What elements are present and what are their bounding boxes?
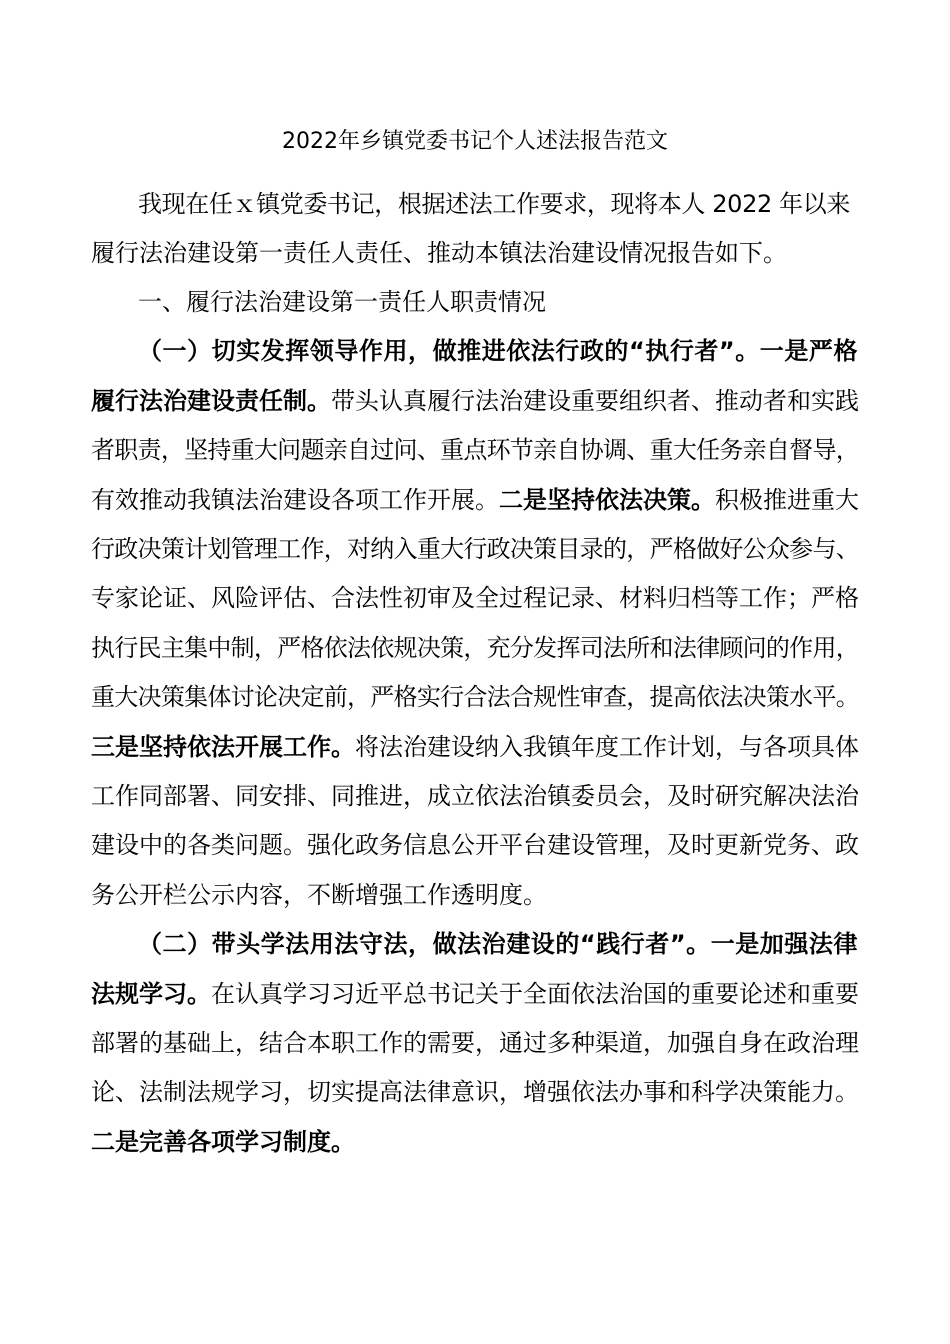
body-line (138, 184, 850, 224)
body-text: 履行法治建设第一责任人责任、推动本镇法治建设情况报告如下。 (91, 239, 787, 267)
body-line (91, 529, 859, 569)
bold-text: （一）切实发挥领导作用，做推进依法行政的“执行者”。一是严格 (138, 337, 858, 365)
body-line (91, 1072, 859, 1112)
body-text: 行政决策计划管理工作，对纳入重大行政决策目录的，严格做好公众参与、 (91, 535, 859, 563)
body-line (91, 430, 859, 470)
body-line (91, 578, 859, 618)
document-title: 2022年乡镇党委书记个人述法报告范文 (282, 129, 668, 154)
body-line (91, 677, 859, 717)
body-line (91, 974, 859, 1014)
body-text: 重大决策集体讨论决定前，严格实行合法合规性审查，提高依法决策水平。 (91, 683, 859, 711)
body-line (91, 480, 859, 520)
body-text: 部署的基础上，结合本职工作的需要，通过多种渠道，加强自身在政治理 (91, 1029, 859, 1057)
body-text: 建设中的各类问题。强化政务信息公开平台建设管理，及时更新党务、政 (91, 831, 859, 859)
bold-text: 法规学习。 (91, 980, 211, 1008)
body-line (91, 1023, 859, 1063)
body-text: 带头认真履行法治建设重要组织者、推动者和实践 (331, 387, 859, 415)
bold-text: 三是坚持依法开展工作。 (91, 733, 355, 761)
body-text: 执行民主集中制，严格依法依规决策，充分发挥司法所和法律顾问的作用， (91, 634, 859, 662)
body-line (91, 825, 859, 865)
body-text: 我现在任ｘ镇党委书记，根据述法工作要求，现将本人 2022 年以来 (138, 190, 850, 218)
body-text: 积极推进重大 (715, 486, 859, 514)
body-line (91, 727, 859, 767)
body-line (91, 1122, 355, 1162)
body-text: 有效推动我镇法治建设各项工作开展。 (91, 486, 499, 514)
body-line (91, 776, 859, 816)
body-text: 在认真学习习近平总书记关于全面依法治国的重要论述和重要 (211, 980, 859, 1008)
body-text: 将法治建设纳入我镇年度工作计划，与各项具体 (355, 733, 859, 761)
body-line (138, 282, 546, 322)
body-line (91, 381, 859, 421)
body-line (91, 628, 859, 668)
body-line (138, 331, 858, 371)
body-text: 务公开栏公示内容，不断增强工作透明度。 (91, 881, 547, 909)
body-line (138, 924, 858, 964)
body-text: 者职责，坚持重大问题亲自过问、重点环节亲自协调、重大任务亲自督导， (91, 436, 859, 464)
body-text: 一、履行法治建设第一责任人职责情况 (138, 288, 546, 316)
bold-text: 履行法治建设责任制。 (91, 387, 331, 415)
body-text: 论、法制法规学习，切实提高法律意识，增强依法办事和科学决策能力。 (91, 1078, 859, 1106)
body-line (91, 233, 787, 273)
body-text: 工作同部署、同安排、同推进，成立依法治镇委员会，及时研究解决法治 (91, 782, 859, 810)
bold-text: 二是坚持依法决策。 (499, 486, 715, 514)
body-text: 专家论证、风险评估、合法性初审及全过程记录、材料归档等工作；严格 (91, 584, 859, 612)
bold-text: 二是完善各项学习制度。 (91, 1128, 355, 1156)
body-line (91, 875, 547, 915)
bold-text: （二）带头学法用法守法，做法治建设的“践行者”。一是加强法律 (138, 930, 858, 958)
